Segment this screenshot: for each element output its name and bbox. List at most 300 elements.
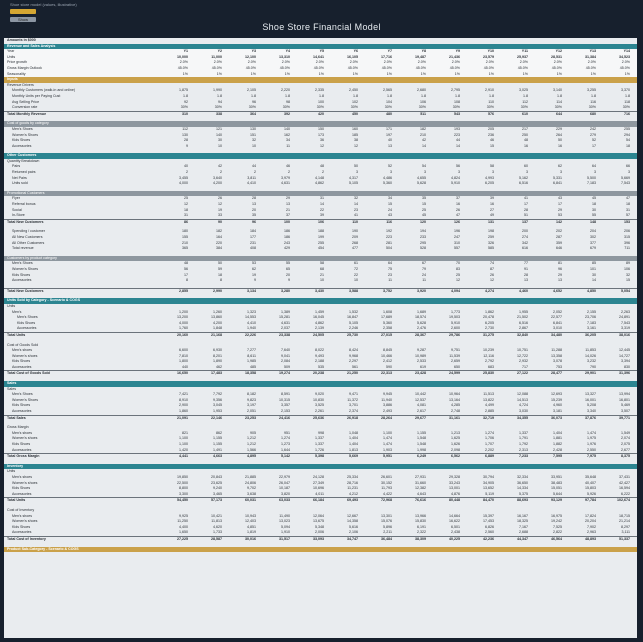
table-cell[interactable]: 27,122 — [517, 371, 528, 376]
table-cell[interactable]: 998 — [318, 430, 324, 435]
table-cell[interactable]: 9,945 — [383, 392, 392, 397]
table-cell[interactable]: 210 — [182, 240, 188, 245]
table-cell[interactable]: 37 — [456, 196, 460, 201]
table-cell[interactable]: 7,167 — [519, 524, 528, 529]
table-cell[interactable]: 1,459 — [315, 309, 324, 314]
table-cell[interactable]: 19,503 — [449, 315, 460, 320]
table-cell[interactable]: 4,824 — [451, 175, 460, 180]
table-cell[interactable]: 1.8 — [319, 93, 324, 98]
table-cell[interactable]: 3 — [560, 170, 562, 175]
table-cell[interactable]: 29,901 — [585, 371, 596, 376]
table-cell[interactable]: 22 — [354, 272, 358, 277]
table-cell[interactable]: 440 — [182, 364, 188, 369]
table-cell[interactable]: 11,793 — [381, 486, 392, 491]
table-cell[interactable]: 18 — [184, 207, 188, 212]
table-cell[interactable]: 21,250 — [347, 371, 358, 376]
table-cell[interactable]: 10 — [252, 143, 256, 148]
table-cell[interactable]: 1,100 — [179, 436, 188, 441]
table-cell[interactable]: 9,471 — [349, 392, 358, 397]
table-cell[interactable]: 951 — [284, 430, 290, 435]
table-cell[interactable]: 40,225 — [449, 536, 460, 541]
table-cell[interactable]: 27,015 — [381, 332, 392, 337]
table-cell[interactable]: 24,128 — [313, 474, 324, 479]
table-cell[interactable]: 14 — [456, 143, 460, 148]
table-cell[interactable]: 52 — [592, 138, 596, 143]
table-cell[interactable]: 4,000 — [179, 320, 188, 325]
table-cell[interactable]: 236 — [488, 132, 494, 137]
table-cell[interactable]: 24,416 — [279, 415, 290, 420]
table-cell[interactable]: 171 — [386, 126, 392, 131]
table-cell[interactable]: 2,428 — [553, 447, 562, 452]
table-cell[interactable]: 247 — [454, 235, 460, 239]
table-cell[interactable]: 4,993 — [485, 175, 494, 180]
table-cell[interactable]: 1,491 — [213, 447, 222, 452]
table-cell[interactable]: 30,794 — [483, 474, 494, 479]
table-cell[interactable]: Y11 — [521, 49, 528, 54]
table-cell[interactable]: 1,155 — [417, 430, 426, 435]
table-cell[interactable]: 4,620 — [213, 524, 222, 529]
table-cell[interactable]: 100 — [318, 99, 324, 104]
table-cell[interactable]: 21,214 — [619, 519, 630, 524]
table-cell[interactable]: 209 — [352, 235, 358, 239]
table-cell[interactable]: 12,403 — [245, 519, 256, 524]
table-cell[interactable]: 10 — [320, 278, 324, 283]
table-cell[interactable]: 281 — [386, 240, 392, 245]
table-cell[interactable]: 1,707 — [485, 442, 494, 446]
table-cell[interactable]: 2,105 — [247, 88, 256, 93]
table-cell[interactable]: 6,889 — [485, 454, 494, 459]
table-cell[interactable]: 45.0% — [381, 65, 392, 70]
table-cell[interactable]: 8,910 — [179, 397, 188, 402]
table-cell[interactable]: 2,098 — [451, 447, 460, 452]
table-cell[interactable]: 194 — [420, 229, 426, 234]
table-cell[interactable]: 16 — [456, 202, 460, 207]
table-cell[interactable]: 196 — [454, 229, 460, 234]
table-cell[interactable]: 1,644 — [281, 447, 290, 452]
table-cell[interactable]: 3,078 — [553, 359, 562, 364]
table-cell[interactable]: 2,188 — [315, 359, 324, 364]
table-cell[interactable]: 21,436 — [449, 54, 460, 59]
table-cell[interactable]: 23,428 — [415, 371, 426, 376]
table-cell[interactable]: 188 — [318, 229, 324, 234]
table-cell[interactable]: 24 — [422, 272, 426, 277]
table-cell[interactable]: 18,574 — [415, 315, 426, 320]
table-cell[interactable]: 1,548 — [417, 442, 426, 446]
table-cell[interactable]: 24,505 — [313, 332, 324, 337]
table-cell[interactable]: 11,231 — [347, 486, 358, 491]
table-cell[interactable]: 220 — [216, 240, 222, 245]
table-cell[interactable]: 29 — [558, 207, 562, 212]
table-cell[interactable]: 2,910 — [485, 88, 494, 93]
table-cell[interactable]: 43 — [388, 213, 392, 218]
table-cell[interactable]: 48,893 — [585, 536, 596, 541]
table-cell[interactable]: 1.8 — [455, 93, 460, 98]
table-cell[interactable]: 480 — [386, 111, 392, 116]
table-cell[interactable]: 20,478 — [483, 315, 494, 320]
table-cell[interactable]: 1,389 — [281, 309, 290, 314]
table-cell[interactable]: 17,824 — [585, 513, 596, 518]
table-cell[interactable]: 1,940 — [247, 326, 256, 331]
table-cell[interactable]: 1,998 — [417, 447, 426, 452]
table-cell[interactable]: 7,421 — [179, 392, 188, 397]
table-cell[interactable]: 1.8 — [557, 93, 562, 98]
table-cell[interactable]: 462 — [216, 364, 222, 369]
table-cell[interactable]: 44,347 — [517, 536, 528, 541]
table-cell[interactable]: 106 — [624, 266, 630, 271]
table-cell[interactable]: 45.0% — [585, 65, 596, 70]
table-cell[interactable]: 22,146 — [211, 415, 222, 420]
table-cell[interactable]: 3 — [492, 170, 494, 175]
table-cell[interactable]: 2,052 — [553, 309, 562, 314]
table-cell[interactable]: 1% — [420, 71, 426, 76]
table-cell[interactable]: 1% — [624, 71, 630, 76]
table-cell[interactable]: 2,600 — [451, 326, 460, 331]
table-cell[interactable]: 72,968 — [381, 498, 392, 503]
table-cell[interactable]: 9,751 — [451, 348, 460, 353]
table-cell[interactable]: 31 — [320, 196, 324, 201]
table-cell[interactable]: 485 — [250, 364, 256, 369]
table-cell[interactable]: 26,918 — [347, 415, 358, 420]
table-cell[interactable]: 2,374 — [349, 409, 358, 414]
table-cell[interactable]: 1,860 — [179, 409, 188, 414]
table-cell[interactable]: 84,470 — [483, 498, 494, 503]
table-cell[interactable]: Y8 — [421, 49, 426, 54]
table-cell[interactable]: 10 — [354, 278, 358, 283]
table-cell[interactable]: 45.0% — [619, 65, 630, 70]
table-cell[interactable]: 4,400 — [179, 524, 188, 529]
table-cell[interactable]: 294 — [624, 132, 630, 137]
table-cell[interactable]: 85 — [592, 261, 596, 266]
table-cell[interactable]: 1,773 — [451, 309, 460, 314]
table-cell[interactable]: 1,881 — [553, 436, 562, 441]
table-cell[interactable]: 3,455 — [179, 175, 188, 180]
table-cell[interactable]: 106 — [420, 99, 426, 104]
table-cell[interactable]: 23,579 — [483, 54, 494, 59]
table-cell[interactable]: 81 — [558, 261, 562, 266]
table-cell[interactable]: 56 — [456, 164, 460, 169]
table-cell[interactable]: 34,905 — [483, 480, 494, 485]
table-cell[interactable]: 2,220 — [281, 88, 290, 93]
table-cell[interactable]: 25,830 — [483, 371, 494, 376]
table-cell[interactable]: 55 — [286, 261, 290, 266]
table-cell[interactable]: 10,751 — [517, 348, 528, 353]
table-cell[interactable]: 2.0% — [383, 60, 392, 65]
table-cell[interactable]: 2,438 — [451, 530, 460, 535]
table-cell[interactable]: 5,331 — [553, 175, 562, 180]
table-cell[interactable]: 45.0% — [279, 65, 290, 70]
table-cell[interactable]: 16,594 — [619, 486, 630, 491]
table-cell[interactable]: 2.0% — [315, 60, 324, 65]
table-cell[interactable]: 8,591 — [281, 392, 290, 397]
table-cell[interactable]: 4,212 — [349, 491, 358, 496]
table-cell[interactable]: 2.0% — [519, 60, 528, 65]
table-cell[interactable]: 9,968 — [349, 353, 358, 358]
table-cell[interactable]: 17 — [592, 143, 596, 148]
table-cell[interactable]: 9,702 — [247, 486, 256, 491]
table-cell[interactable]: 38 — [354, 138, 358, 143]
table-cell[interactable]: 8,845 — [383, 348, 392, 353]
table-cell[interactable]: 13,200 — [177, 315, 188, 320]
table-cell[interactable]: 8,022 — [315, 348, 324, 353]
table-cell[interactable]: 4,631 — [281, 181, 290, 186]
table-cell[interactable]: 180 — [182, 229, 188, 234]
table-cell[interactable]: 5,105 — [349, 320, 358, 325]
table-cell[interactable]: 2,792 — [485, 359, 494, 364]
table-cell[interactable]: 12,445 — [619, 348, 630, 353]
table-cell[interactable]: 173 — [318, 132, 324, 137]
table-cell[interactable]: 13,860 — [211, 315, 222, 320]
table-cell[interactable]: 57 — [626, 213, 630, 218]
table-cell[interactable]: 528 — [420, 246, 426, 251]
table-cell[interactable]: 4,851 — [247, 524, 256, 529]
table-cell[interactable]: 5,105 — [349, 181, 358, 186]
table-cell[interactable]: 1,800 — [179, 359, 188, 364]
table-cell[interactable]: 96 — [558, 266, 562, 271]
table-cell[interactable]: 30% — [214, 105, 222, 110]
table-cell[interactable]: 64 — [592, 164, 596, 169]
table-cell[interactable]: 155 — [182, 235, 188, 239]
table-cell[interactable]: 315 — [624, 235, 630, 239]
table-cell[interactable]: 28,477 — [551, 371, 562, 376]
table-cell[interactable]: 45.0% — [313, 65, 324, 70]
table-cell[interactable]: 37,876 — [585, 415, 596, 420]
table-cell[interactable]: 1,990 — [213, 88, 222, 93]
table-cell[interactable]: 3,394 — [621, 359, 630, 364]
table-cell[interactable]: Y10 — [487, 49, 494, 54]
table-cell[interactable]: 29,786 — [449, 332, 460, 337]
table-cell[interactable]: 13 — [286, 202, 290, 207]
table-cell[interactable]: 1,213 — [451, 430, 460, 435]
table-cell[interactable]: 3,465 — [213, 491, 222, 496]
table-cell[interactable]: 29,328 — [449, 474, 460, 479]
table-cell[interactable]: 3,300 — [179, 491, 188, 496]
table-cell[interactable]: 5,644 — [553, 491, 562, 496]
table-cell[interactable]: 30% — [248, 105, 256, 110]
table-cell[interactable]: 30% — [520, 105, 528, 110]
table-cell[interactable]: 2,550 — [587, 447, 596, 452]
table-cell[interactable]: 1,819 — [247, 530, 256, 535]
table-cell[interactable]: 14 — [320, 202, 324, 207]
table-cell[interactable]: 8 — [220, 278, 222, 283]
table-cell[interactable]: 2,795 — [451, 88, 460, 93]
table-cell[interactable]: 51,337 — [619, 536, 630, 541]
table-cell[interactable]: 5,469 — [621, 403, 630, 408]
table-cell[interactable]: 2,139 — [315, 326, 324, 331]
table-cell[interactable]: 6,205 — [485, 181, 494, 186]
table-cell[interactable]: 30 — [218, 138, 222, 143]
table-cell[interactable]: 14,553 — [245, 315, 256, 320]
table-cell[interactable]: 27,931 — [415, 474, 426, 479]
table-cell[interactable]: 30% — [282, 105, 290, 110]
table-cell[interactable]: 1,474 — [383, 436, 392, 441]
table-cell[interactable]: 2,322 — [417, 530, 426, 535]
table-cell[interactable]: Y7 — [387, 49, 392, 54]
table-cell[interactable]: 1.8 — [251, 93, 256, 98]
table-cell[interactable]: 1,548 — [417, 436, 426, 441]
table-cell[interactable]: 59 — [218, 266, 222, 271]
table-cell[interactable]: 48 — [320, 164, 324, 169]
table-cell[interactable]: 717 — [522, 364, 528, 369]
table-cell[interactable]: 2,313 — [519, 447, 528, 452]
table-cell[interactable]: 50 — [218, 261, 222, 266]
table-cell[interactable]: 821 — [182, 430, 188, 435]
table-cell[interactable]: 377 — [590, 240, 596, 245]
table-cell[interactable]: 23,625 — [211, 480, 222, 485]
table-cell[interactable]: 14,641 — [313, 54, 324, 59]
table-cell[interactable]: 3,111 — [621, 530, 630, 535]
table-cell[interactable]: 40,407 — [585, 480, 596, 485]
table-cell[interactable]: 310 — [454, 240, 460, 245]
table-cell[interactable]: 118 — [624, 99, 630, 104]
table-cell[interactable]: 1% — [284, 71, 290, 76]
table-cell[interactable]: 585 — [488, 246, 494, 251]
table-cell[interactable]: 2,533 — [417, 359, 426, 364]
table-cell[interactable]: 4,317 — [349, 175, 358, 180]
table-cell[interactable]: 610 — [522, 111, 528, 116]
table-cell[interactable]: 102,674 — [617, 498, 630, 503]
table-cell[interactable]: 51 — [524, 213, 528, 218]
table-cell[interactable]: 2,153 — [281, 409, 290, 414]
table-cell[interactable]: 91 — [524, 266, 528, 271]
table-cell[interactable]: 338 — [216, 111, 222, 116]
table-cell[interactable]: 25,334 — [347, 474, 358, 479]
table-cell[interactable]: 3,820 — [281, 491, 290, 496]
table-cell[interactable]: 69,493 — [347, 498, 358, 503]
table-cell[interactable]: 2,990 — [213, 288, 222, 293]
table-cell[interactable]: 4,410 — [247, 320, 256, 325]
table-cell[interactable]: 1,532 — [349, 309, 358, 314]
table-cell[interactable]: 6,930 — [213, 348, 222, 353]
table-cell[interactable]: 4,724 — [519, 403, 528, 408]
table-cell[interactable]: 11,853 — [585, 348, 596, 353]
table-cell[interactable]: 5,398 — [315, 454, 324, 459]
table-cell[interactable]: 13,358 — [551, 353, 562, 358]
table-cell[interactable]: 2,155 — [587, 309, 596, 314]
table-cell[interactable]: 1.8 — [421, 93, 426, 98]
table-cell[interactable]: 30 — [592, 207, 596, 212]
table-cell[interactable]: 10,315 — [279, 397, 290, 402]
table-cell[interactable]: 21 — [286, 207, 290, 212]
table-cell[interactable]: 1,100 — [179, 442, 188, 446]
table-cell[interactable]: 1,706 — [485, 436, 494, 441]
table-cell[interactable]: 88,693 — [517, 498, 528, 503]
table-cell[interactable]: 11,490 — [279, 513, 290, 518]
table-cell[interactable]: 11 — [388, 278, 392, 283]
table-cell[interactable]: 2.0% — [587, 60, 596, 65]
table-cell[interactable]: 13,023 — [279, 519, 290, 524]
table-cell[interactable]: 27,349 — [313, 480, 324, 485]
table-cell[interactable]: 1,323 — [247, 309, 256, 314]
table-cell[interactable]: 72 — [354, 266, 358, 271]
table-cell[interactable]: 2,688 — [519, 530, 528, 535]
table-cell[interactable]: 753 — [556, 364, 562, 369]
table-cell[interactable]: 2,963 — [587, 530, 596, 535]
table-cell[interactable]: 3,701 — [349, 403, 358, 408]
table-cell[interactable]: 27 — [490, 207, 494, 212]
table-cell[interactable]: 16 — [490, 202, 494, 207]
table-cell[interactable]: 53 — [252, 261, 256, 266]
table-cell[interactable]: 12 — [456, 278, 460, 283]
table-cell[interactable]: 39 — [490, 196, 494, 201]
table-cell[interactable]: 202 — [556, 229, 562, 234]
table-cell[interactable]: 3,255 — [587, 88, 596, 93]
table-cell[interactable]: 2 — [254, 170, 256, 175]
table-cell[interactable]: 11,372 — [347, 397, 358, 402]
table-cell[interactable]: 31,275 — [483, 332, 494, 337]
table-cell[interactable]: 45.0% — [449, 65, 460, 70]
table-cell[interactable]: 454 — [318, 246, 324, 251]
table-cell[interactable]: 6,249 — [417, 454, 426, 459]
table-cell[interactable]: 1% — [522, 71, 528, 76]
table-cell[interactable]: 1,100 — [383, 430, 392, 435]
table-cell[interactable]: 2,358 — [383, 326, 392, 331]
table-cell[interactable]: 711 — [624, 246, 630, 251]
table-cell[interactable]: 204 — [590, 229, 596, 234]
table-cell[interactable]: 4,960 — [553, 403, 562, 408]
table-cell[interactable]: 28,587 — [211, 536, 222, 541]
table-cell[interactable]: 46,564 — [551, 536, 562, 541]
table-cell[interactable]: 1.8 — [387, 93, 392, 98]
table-cell[interactable]: 25 — [184, 196, 188, 201]
table-cell[interactable]: 47 — [626, 196, 630, 201]
table-cell[interactable]: 30% — [486, 105, 494, 110]
table-cell[interactable]: 192 — [386, 229, 392, 234]
table-cell[interactable]: 13 — [558, 278, 562, 283]
table-cell[interactable]: 54,450 — [177, 498, 188, 503]
table-cell[interactable]: 504 — [386, 246, 392, 251]
table-cell[interactable]: 6,191 — [417, 524, 426, 529]
table-cell[interactable]: 5,910 — [451, 320, 460, 325]
table-cell[interactable]: 10,989 — [415, 353, 426, 358]
table-cell[interactable]: 1.8 — [217, 93, 222, 98]
table-cell[interactable]: 1.8 — [285, 93, 290, 98]
table-cell[interactable]: 6,516 — [519, 181, 528, 186]
table-cell[interactable]: 9,020 — [315, 392, 324, 397]
table-cell[interactable]: 97,784 — [585, 498, 596, 503]
table-cell[interactable]: 13 — [388, 143, 392, 148]
table-cell[interactable]: 34,747 — [347, 536, 358, 541]
table-cell[interactable]: 16,105 — [347, 54, 358, 59]
table-cell[interactable]: 392 — [284, 111, 290, 116]
table-cell[interactable]: 1,650 — [179, 530, 188, 535]
table-cell[interactable]: 3,588 — [349, 288, 358, 293]
table-cell[interactable]: 6,501 — [451, 524, 460, 529]
table-cell[interactable]: 10,421 — [211, 513, 222, 518]
table-cell[interactable]: 2,335 — [315, 88, 324, 93]
table-cell[interactable]: 34,480 — [551, 332, 562, 337]
table-cell[interactable]: 35 — [252, 213, 256, 218]
table-cell[interactable]: 1,862 — [485, 309, 494, 314]
table-cell[interactable]: 26 — [218, 196, 222, 201]
table-cell[interactable]: 365 — [182, 246, 188, 251]
table-cell[interactable]: 9 — [186, 143, 188, 148]
table-cell[interactable]: 12,088 — [517, 392, 528, 397]
table-cell[interactable]: 1,890 — [213, 359, 222, 364]
table-cell[interactable]: 23,338 — [279, 332, 290, 337]
table-cell[interactable]: 44 — [252, 164, 256, 169]
table-cell[interactable]: 9,356 — [213, 397, 222, 402]
table-cell[interactable]: 7,543 — [621, 320, 630, 325]
table-cell[interactable]: 5,500 — [587, 175, 596, 180]
table-cell[interactable]: 40 — [388, 138, 392, 143]
table-cell[interactable]: 11,813 — [211, 519, 222, 524]
table-cell[interactable]: 30% — [418, 105, 426, 110]
table-cell[interactable]: 1.8 — [353, 93, 358, 98]
table-cell[interactable]: 4,486 — [383, 175, 392, 180]
table-cell[interactable]: 2,202 — [485, 447, 494, 452]
table-cell[interactable]: 5,616 — [349, 524, 358, 529]
table-cell[interactable]: 8 — [186, 278, 188, 283]
